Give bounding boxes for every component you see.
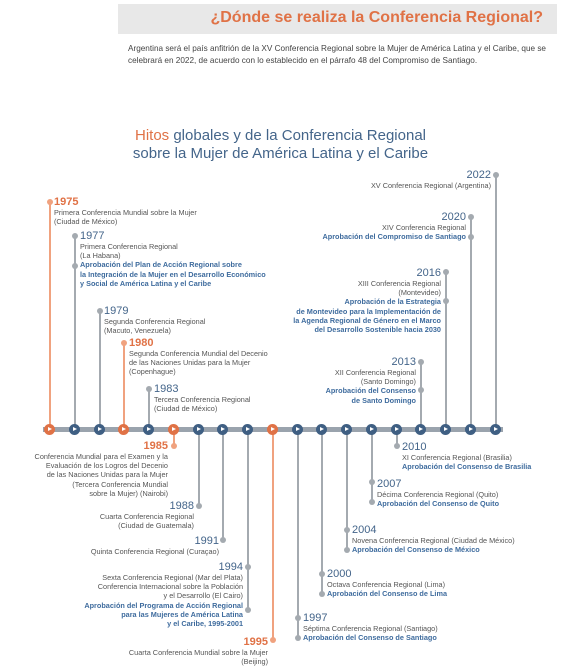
event-highlight: del Desarrollo Sostenible hacia 2030 bbox=[314, 325, 441, 335]
marker-1991 bbox=[217, 424, 228, 435]
event-2007 bbox=[377, 478, 499, 508]
event-highlight: Aprobación del Consenso de Santiago bbox=[303, 633, 437, 643]
year-label: 1979 bbox=[104, 305, 129, 317]
dot-2000-b bbox=[319, 591, 325, 597]
dot-1977-b bbox=[72, 263, 78, 269]
event-text: Segunda Conferencia Mundial del Decenio bbox=[129, 349, 268, 358]
marker-2007 bbox=[366, 424, 377, 435]
dot-1997 bbox=[295, 615, 301, 621]
event-1980 bbox=[129, 337, 268, 377]
stem-1995 bbox=[272, 432, 274, 640]
event-text: (Beijing) bbox=[241, 657, 268, 667]
event-1995 bbox=[129, 636, 268, 666]
event-text: Quinta Conferencia Regional (Curaçao) bbox=[90, 547, 219, 556]
event-2022 bbox=[371, 169, 491, 190]
event-2020 bbox=[322, 211, 466, 241]
dot-1994-b bbox=[245, 607, 251, 613]
marker-2022 bbox=[490, 424, 501, 435]
year-label: 1983 bbox=[154, 383, 179, 395]
marker-2004 bbox=[341, 424, 352, 435]
dot-2004 bbox=[344, 527, 350, 533]
event-1979 bbox=[104, 305, 205, 335]
stem-2022 bbox=[495, 175, 497, 427]
year-label: 2000 bbox=[327, 568, 352, 580]
event-highlight: Aprobación del Compromiso de Santiago bbox=[322, 232, 466, 242]
event-text: Cuarta Conferencia Mundial sobre la Mujer bbox=[128, 648, 268, 657]
event-text: y el Desarrollo (El Cairo) bbox=[163, 591, 243, 601]
event-1977 bbox=[80, 230, 266, 288]
marker-2016 bbox=[440, 424, 451, 435]
year-label: 1985 bbox=[143, 440, 168, 452]
event-text: Novena Conferencia Regional (Ciudad de México) bbox=[352, 536, 515, 545]
dot-1977 bbox=[72, 233, 78, 239]
event-highlight: Aprobación del Consenso bbox=[325, 386, 416, 396]
event-highlight: Aprobación del Consenso de México bbox=[352, 545, 480, 555]
marker-1988 bbox=[193, 424, 204, 435]
dot-2020 bbox=[468, 214, 474, 220]
event-highlight: y Social de América Latina y el Caribe bbox=[80, 278, 212, 288]
event-text: XV Conferencia Regional (Argentina) bbox=[370, 181, 491, 190]
dot-2020-b bbox=[468, 234, 474, 240]
event-text: (Ciudad de Guatemala) bbox=[118, 521, 194, 531]
event-highlight: la Agenda Regional de Género en el Marco bbox=[293, 315, 441, 325]
event-text: Décima Conferencia Regional (Quito) bbox=[377, 490, 499, 499]
event-1997 bbox=[303, 612, 438, 642]
event-2013 bbox=[326, 356, 416, 405]
stem-1979 bbox=[99, 311, 101, 427]
title-highlight: Hitos bbox=[134, 127, 170, 144]
year-label: 2020 bbox=[441, 211, 466, 223]
marker-1994 bbox=[242, 424, 253, 435]
dot-2016-b bbox=[443, 298, 449, 304]
dot-2013 bbox=[418, 359, 424, 365]
event-text: Conferencia Mundial para el Examen y la bbox=[34, 452, 168, 461]
event-2000 bbox=[327, 568, 447, 598]
stem-2000 bbox=[321, 432, 323, 594]
event-text: (Copenhague) bbox=[129, 367, 176, 377]
event-highlight: para las Mujeres de América Latina bbox=[121, 609, 243, 619]
event-text: Séptima Conferencia Regional (Santiago) bbox=[303, 624, 438, 633]
event-text: (Macuto, Venezuela) bbox=[104, 326, 171, 336]
event-highlight: y el Caribe, 1995-2001 bbox=[167, 619, 243, 629]
event-1985 bbox=[144, 440, 168, 452]
event-text: (Ciudad de México) bbox=[54, 217, 118, 227]
stem-1988 bbox=[198, 432, 200, 506]
event-highlight: Aprobación del Programa de Acción Regional bbox=[84, 600, 243, 610]
marker-1980 bbox=[118, 424, 129, 435]
event-text: XIV Conferencia Regional bbox=[382, 223, 466, 232]
dot-1997-b bbox=[295, 635, 301, 641]
stem-1983 bbox=[148, 389, 150, 427]
event-highlight: Aprobación de la Estrategia bbox=[344, 297, 441, 307]
timeline-subtitle: sobre la Mujer de América Latina y el Caribe bbox=[132, 145, 429, 162]
event-1991 bbox=[91, 535, 219, 556]
stem-2013 bbox=[420, 362, 422, 427]
dot-1985 bbox=[171, 443, 177, 449]
header-title: ¿Dónde se realiza la Conferencia Regional? bbox=[210, 9, 543, 26]
year-label: 1975 bbox=[54, 196, 79, 208]
dot-1980 bbox=[121, 340, 127, 346]
timeline-title bbox=[0, 127, 561, 144]
stem-1994 bbox=[247, 432, 249, 610]
stem-2016 bbox=[445, 272, 447, 427]
stem-2007 bbox=[371, 432, 373, 502]
dot-2016 bbox=[443, 269, 449, 275]
marker-2020 bbox=[465, 424, 476, 435]
stem-1975 bbox=[49, 202, 51, 427]
event-text: Segunda Conferencia Regional bbox=[104, 317, 206, 326]
dot-2007-b bbox=[369, 499, 375, 505]
dot-1975 bbox=[47, 199, 53, 205]
year-label: 2022 bbox=[466, 169, 491, 181]
event-1985-text bbox=[35, 452, 168, 498]
dot-1979 bbox=[97, 308, 103, 314]
stem-1991 bbox=[222, 432, 224, 540]
event-text: Conferencia Internacional sobre la Población bbox=[97, 582, 243, 592]
marker-1977 bbox=[69, 424, 80, 435]
dot-2007 bbox=[369, 479, 375, 485]
dot-2022 bbox=[493, 172, 499, 178]
event-1983 bbox=[154, 383, 251, 413]
event-1994 bbox=[84, 561, 243, 628]
year-label: 1980 bbox=[129, 337, 154, 349]
marker-2010 bbox=[391, 424, 402, 435]
dot-1994 bbox=[245, 564, 251, 570]
dot-2013-b bbox=[418, 387, 424, 393]
year-label: 2013 bbox=[391, 356, 416, 368]
event-text: Primera Conferencia Mundial sobre la Mujer bbox=[54, 208, 197, 217]
event-text: (Tercera Conferencia Mundial bbox=[72, 479, 168, 489]
event-text: (Montevideo) bbox=[398, 288, 441, 298]
year-label: 1991 bbox=[194, 535, 219, 547]
event-text: de las Naciones Unidas para la Mujer bbox=[46, 470, 168, 480]
year-label: 1994 bbox=[218, 561, 243, 573]
year-label: 1995 bbox=[243, 636, 268, 648]
event-text: de las Naciones Unidas para la Mujer bbox=[129, 358, 251, 368]
marker-1975 bbox=[44, 424, 55, 435]
marker-1985 bbox=[168, 424, 179, 435]
year-label: 2004 bbox=[352, 524, 377, 536]
year-label: 1977 bbox=[80, 230, 105, 242]
marker-1979 bbox=[94, 424, 105, 435]
year-label: 1988 bbox=[169, 500, 194, 512]
year-label: 2016 bbox=[416, 267, 441, 279]
event-2010 bbox=[402, 441, 531, 471]
event-highlight: la Integración de la Mujer en el Desarrollo Económico bbox=[80, 269, 266, 279]
dot-2000 bbox=[319, 571, 325, 577]
event-text: (Ciudad de México) bbox=[154, 404, 218, 414]
event-2016 bbox=[293, 267, 441, 334]
event-text: Primera Conferencia Regional bbox=[80, 242, 178, 251]
marker-1997 bbox=[292, 424, 303, 435]
event-text: sobre la Mujer) (Nairobi) bbox=[89, 488, 168, 498]
event-text: XIII Conferencia Regional bbox=[357, 279, 441, 288]
title-rest: globales y de la Conferencia Regional bbox=[169, 127, 427, 144]
marker-2000 bbox=[316, 424, 327, 435]
intro-paragraph: Argentina será el país anfitrión de la XV Conferencia Regional sobre la Mujer de América Latina y el Caribe, que se celebrará en 2022, de acuerdo con lo establecido en el párrafo 48 del Compromiso de Santiago. bbox=[128, 44, 546, 65]
stem-1997 bbox=[297, 432, 299, 638]
event-2004 bbox=[352, 524, 515, 554]
dot-1983 bbox=[146, 386, 152, 392]
marker-2013 bbox=[415, 424, 426, 435]
dot-1991 bbox=[220, 537, 226, 543]
stem-1980 bbox=[123, 343, 125, 427]
event-text: Cuarta Conferencia Regional bbox=[99, 512, 194, 521]
year-label: 1997 bbox=[303, 612, 328, 624]
event-highlight: Aprobación del Plan de Acción Regional sobre bbox=[80, 260, 242, 270]
marker-1995 bbox=[267, 424, 278, 435]
marker-1983 bbox=[143, 424, 154, 435]
dot-1988 bbox=[196, 503, 202, 509]
dot-2010 bbox=[394, 443, 400, 449]
year-label: 2010 bbox=[402, 441, 427, 453]
event-highlight: Aprobación del Consenso de Quito bbox=[377, 499, 500, 509]
event-text: Evaluación de los Logros del Decenio bbox=[45, 461, 168, 471]
event-highlight: de Montevideo para la Implementación de bbox=[296, 306, 441, 316]
event-text: (La Habana) bbox=[80, 251, 121, 261]
dot-1995 bbox=[270, 637, 276, 643]
event-text: XII Conferencia Regional bbox=[334, 368, 416, 377]
event-1975 bbox=[54, 196, 197, 226]
event-highlight: Aprobación del Consenso de Brasilia bbox=[402, 462, 532, 472]
event-text: Sexta Conferencia Regional (Mar del Plata) bbox=[102, 573, 243, 582]
event-highlight: Aprobación del Consenso de Lima bbox=[327, 589, 448, 599]
dot-2004-b bbox=[344, 547, 350, 553]
event-1988 bbox=[100, 500, 194, 530]
event-text: Tercera Conferencia Regional bbox=[154, 395, 251, 404]
stem-2020 bbox=[470, 217, 472, 427]
event-text: (Santo Domingo) bbox=[360, 377, 416, 387]
event-text: Octava Conferencia Regional (Lima) bbox=[327, 580, 446, 589]
year-label: 2007 bbox=[377, 478, 402, 490]
event-highlight: de Santo Domingo bbox=[351, 395, 416, 405]
header-bar bbox=[118, 4, 557, 34]
event-text: XI Conferencia Regional (Brasilia) bbox=[402, 453, 512, 462]
